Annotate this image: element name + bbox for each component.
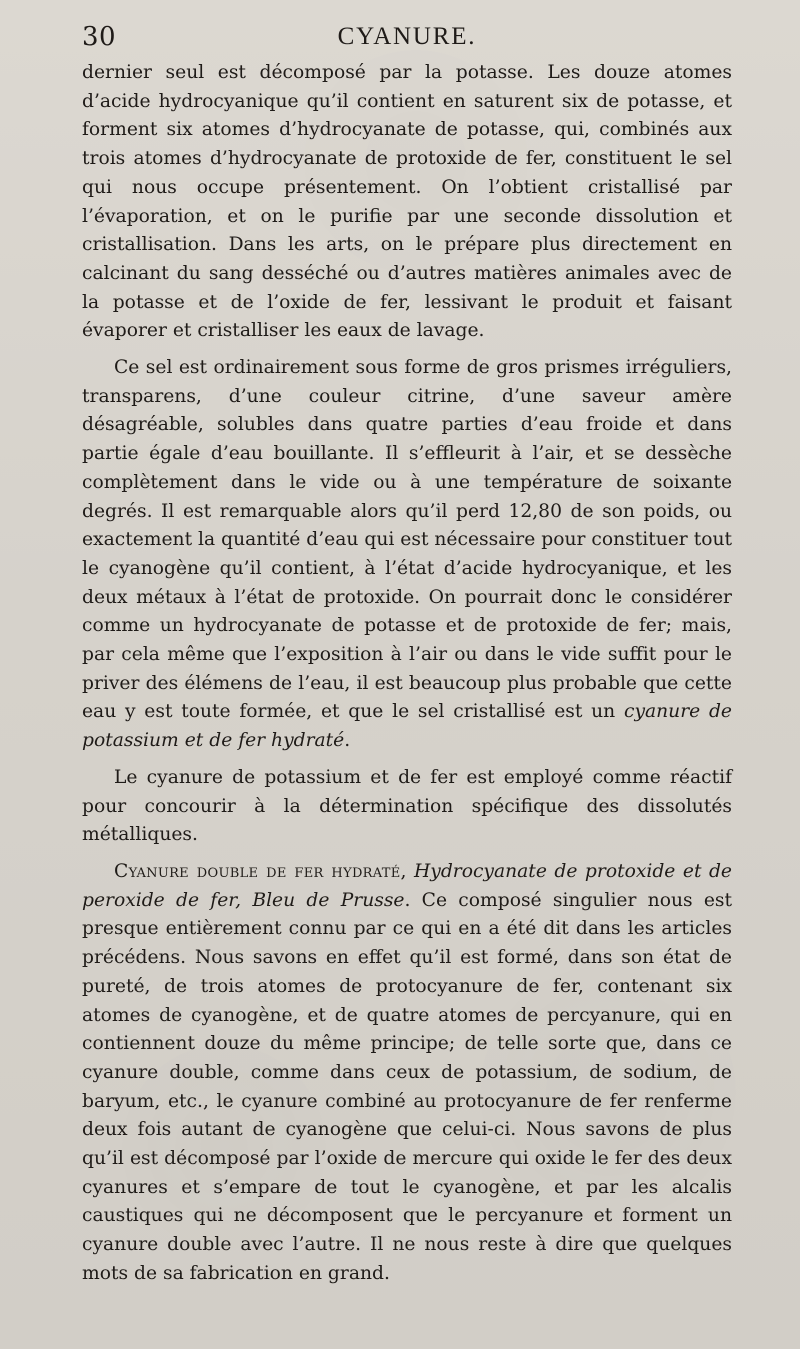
paragraph-reagent: Le cyanure de potassium et de fer est employé comme réactif pour concourir à la détermination spécifique des dissolutés métalliques.	[82, 766, 732, 846]
paragraph-properties	[82, 354, 732, 756]
paragraph-properties-text: Ce sel est ordinairement sous forme de gros prismes irréguliers, transparens, d’une couleur citrine, d’une saveur amère désagréable, solubles dans quatre parties d’eau froide et dans partie égale d’eau bouillante. Il s’effleurit à l’air, et se dessèche complètement dans le vide ou à une température de soixante degrés. Il est remarquable alors qu’il perd 12,80 de son poids, ou exactement la quantité d’eau qui est nécessaire pour constituer tout le cyanogène qu’il contient, à l’état d’acide hydrocyanique, et les deux métaux à l’état de protoxide. On pourrait donc le considérer comme un hydrocyanate de potasse et de protoxide de fer; mais, par cela même que l’exposition à l’air ou dans le vide suffit pour le priver des élémens de l’eau, il est beaucoup plus probable que cette eau y est toute formée, et que le sel cristallisé est un	[82, 357, 732, 723]
page-number: 30	[82, 22, 117, 52]
paragraph-continuation: dernier seul est décomposé par la potasse. Les douze atomes d’acide hydrocyanique qu’il contient en saturent six de potasse, et forment six atomes d’hydrocyanate de potasse, qui, combinés aux trois atomes d’hydrocyanate de protoxide de fer, constituent le sel qui nous occupe présentement. On l’obtient cristallisé par l’évaporation, et on le purifie par une seconde dissolution et cristallisation. Dans les arts, on le prépare plus directement en calcinant du sang desséché ou d’autres matières animales avec de la potasse et de l’oxide de fer, lessivant le produit et faisant évaporer et cristalliser les eaux de lavage.	[82, 62, 732, 342]
paragraph-properties-end: .	[344, 730, 351, 752]
page-header	[82, 22, 732, 56]
paragraph-prussian-blue	[82, 858, 732, 1289]
section-heading: Cyanure double de fer hydraté	[114, 860, 401, 882]
main-text	[82, 59, 732, 1289]
running-title: CYANURE.	[337, 23, 477, 50]
section-subtitle: Hydrocyanate de protoxide et de peroxide de fer, Bleu de Prusse	[82, 860, 732, 911]
paragraph-prussian-blue-text: . Ce composé singulier nous est presque entièrement connu par ce qui en a été dit dans les articles précédens. Nous savons en effet qu’il est formé, dans son état de pureté, de trois atomes de protocyanure de fer, contenant six atomes de cyanogène, et de quatre atomes de percyanure, qui en contiennent douze du même principe; de telle sorte que, dans ce cyanure double, comme dans ceux de potassium, de sodium, de baryum, etc., le cyanure combiné au protocyanure de fer renferme deux fois autant de cyanogène que celui-ci. Nous savons de plus qu’il est décomposé par l’oxide de mercure qui oxide le fer des deux cyanures et s’empare de tout le cyanogène, et par les alcalis caustiques qui ne décomposent que le percyanure et forment un cyanure double avec l’autre. Il ne nous reste à dire que quelques mots de sa fabrication en grand.	[82, 889, 733, 1284]
paragraph-properties-emphasis: cyanure de potassium et de fer hydraté	[82, 701, 732, 752]
heading-separator: ,	[400, 860, 414, 882]
